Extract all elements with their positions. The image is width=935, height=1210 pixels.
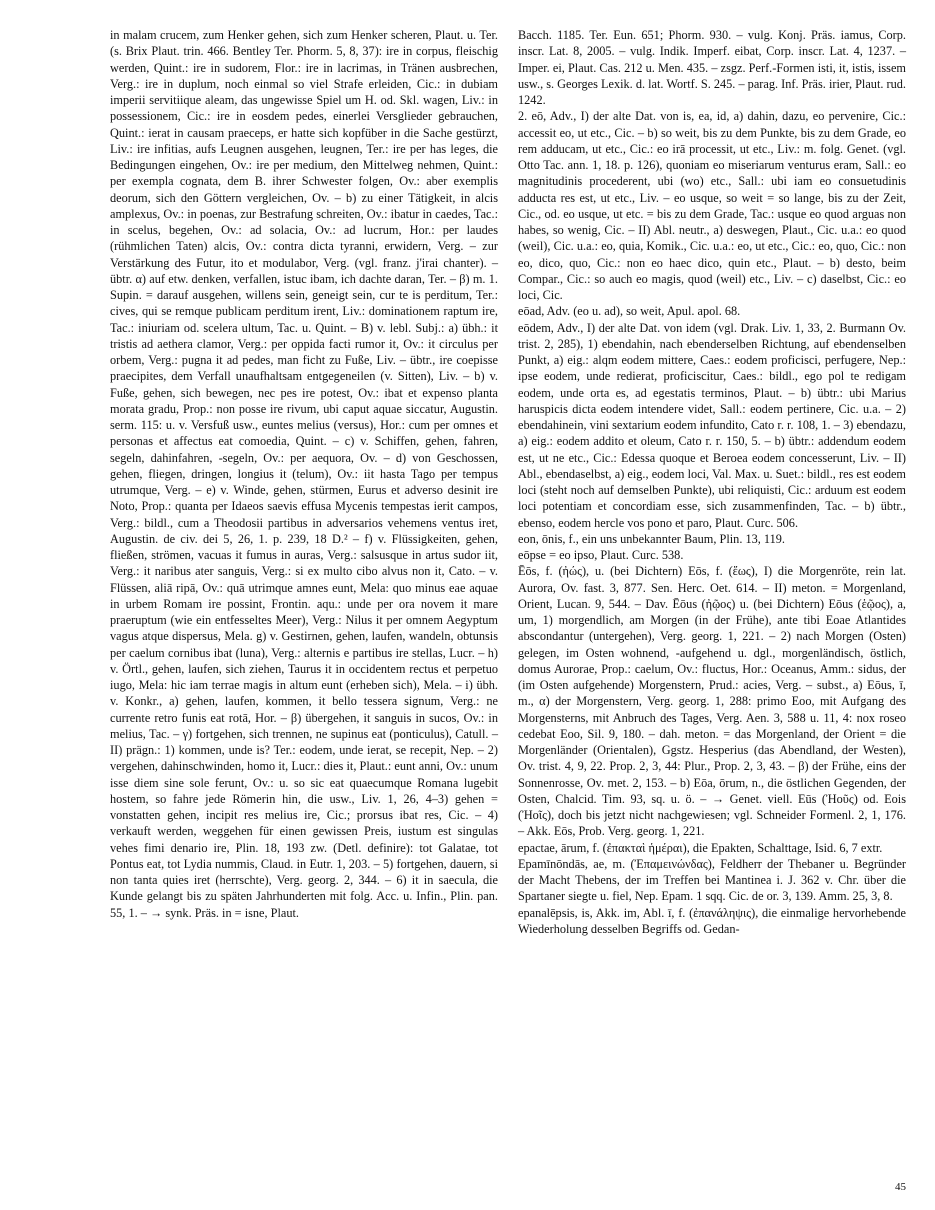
dictionary-entry: epactae, ārum, f. (ἐπακταὶ ἡμέραι), die Epakten, Schalttage, Isid. 6, 7 extr. [518, 840, 883, 855]
left-column [110, 27, 498, 921]
dictionary-entry: eōdem, Adv., I) der alte Dat. von idem (vgl. Drak. Liv. 1, 33, 2. Burmann Ov. trist. 2, 285), 1) ebendahin, nach ebenderselben Richtung, auf ebendenselben Punkt, a) eig.: alqm eodem mittere, Caes.: eodem proficisci, perfugere, Nep.: ipse eodem, unde redierat, proficiscitur, Caes.: bildl., ego pol te redigam eodem, unde orta es, ad egestatis terminos, Plaut. – b) übtr.: ubi Marius haruspicis dicta eodem intendere videt, Sall.: eodem pertinere, Cic. u.a. – 2) ebendahinein, vini sextarium eodem infundito, Cato r. r. 108, 1. – 3) ebendazu, a) eig.: eodem addito et oleum, Cato r. r. 150, 5. – b) übtr.: addendum eodem est, ut ne etc., Cic.: Edessa quoque et Beroea eodem concesserunt, Liv. – II) Abl., ebendaselbst, a) eig., eodem loci, Val. Max. u. Suet.: bildl., res est eodem loci (steht noch auf demselben Punkte), ubi reliquisti, Cic.: arduum est eodem loci potentiam et concordiam esse, sich zusammenfinden, Tac. – b) übtr., ebenso, eodem hercle vos pono et paro, Plaut. Curc. 506. [518, 320, 906, 530]
dictionary-entry: eon, ōnis, f., ein uns unbekannter Baum, Plin. 13, 119. [518, 531, 785, 546]
page-number: 45 [895, 1181, 906, 1193]
dictionary-entry: in malam crucem, zum Henker gehen, sich zum Henker scheren, Plaut. u. Ter. (s. Brix Plaut. trin. 466. Bentley Ter. Phorm. 5, 8, 37): ire in corpus, fleischig werden, Quint.: ire in sudorem, Flor.: ire in lacrimas, in Tränen ausbrechen, Verg.: ire in duplum, noch einmal so viel Strafe erleiden, Cic.: in dubiam imperii servitiique aleam, das ungewisse Spiel um H. od. Skl. wagen, Liv.: in possessionem, Cic.: ire in eosdem pedes, einerlei Versglieder gebrauchen, Quint.: ierat in causam praeceps, er hatte sich kopfüber in die Sache gestürzt, Liv.: ire infitias, aufs Leugnen ausgehen, leugnen, Ter.: ire per has leges, die Bedingungen eingehen, Ov.: ire per medium, den Mittelweg nehmen, Quint.: per exempla cognata, dem B. ihrer Schwester folgen, Ov.: aber exemplis deorum, sich den Göttern vergleichen, Ov. – b) zu einer Tätigkeit, in alcis amplexus, Ov.: in poenas, zur Bestrafung schreiten, Ov.: ibatur in caedes, Tac.: in scelus, begehen, Ov.: ad solacia, Ov.: ad lucrum, Hor.: per laudes (rühmlichen Taten) alcis, Ov.: contra dicta tyranni, erwidern, Verg. – zur Verstärkung des Futur, ito et modulabor, Verg. (vgl. franz. j'irai chanter). – übtr. α) auf etw. denken, verfallen, istuc ibam, ich dachte daran, Ter. – β) m. 1. Supin. = darauf ausgehen, willens sein, geneigt sein, cur te is perditum, Ter.: cives, qui se remque publicam perditum irent, Liv.: dominationem raptum ire, Tac.: iniuriam od. scelera ultum, Tac. u. Quint. – B) v. lebl. Subj.: a) übh.: it tristis ad aethera clamor, Verg.: per oppida facti rumor it, Ov.: it circulus per orbem, Verg.: pugna it ad pedes, man ficht zu Fuße, Liv. – übtr., ire coepisse praecipites, dem Verfall unaufhaltsam entgegeneilen (v. Sitten), Liv. – b) v. Fuße, gehen, sich bewegen, nec pes ire potest, Ov.: ibat et expenso planta morata gradu, Prop.: non posse ire rivum, ubi caput aquae siccatur, Augustin. serm. 115: u. v. Versfuß usw., euntes melius (versus), Hor.: cum per omnes et personas et affectus eat comoedia, Quint. – c) v. Schiffen, gehen, fahren, segeln, dahinfahren, -segeln, Ov.: per aequora, Ov. – d) von Geschossen, gehen, fliegen, dringen, longius it (telum), Ov.: iit hasta Tago per tempus utrumque, Verg. – e) v. Winde, gehen, stürmen, Eurus et adverso desinit ire Noto, Prop.: quanta per Idaeos saevis effusa Mycenis tempestas ierit campos, Verg.: bildl., cum a Theodosii partibus in adversarios vehemens ventus iret, Augustin. de civ. dei 5, 26, 1. p. 239, 18 D.² – f) v. Flüssigkeiten, gehen, fließen, strömen, vacuas it fumus in auras, Verg.: salsusque in artus sudor iit, Verg.: it naribus ater sanguis, Verg.: si ex multo cibo alvus non it, Cato. – v. Flüssen, aliā ripā, Ov.: quā utrimque amnes eunt, Mela: quo minus eae aquae in urbem Romam ire possint, Frontin. aqu.: unde per ora novem it mare praeruptum (wie ein entfesseltes Meer), Verg.: Nilus it per omnem Aegyptum vagus atque dispersus, Mela. g) v. Gestirnen, gehen, laufen, wandeln, obtunsis per caelum cornibus ibat (luna), Verg.: alternis e partibus ire stellas, Lucr. – h) v. Örtl., gehen, laufen, sich ziehen, Taurus it in occidentem rectus et perpetuo iugo, Mela: hic iam terrae magis in altum eunt (erheben sich), Mela. – i) übh. v. Konkr., a) gehen, laufen, kommen, it bello tessera signum, Verg.: ne currente retro funis eat rotā, Hor. – β) übergehen, it sanguis in sucos, Ov.: in melius, Tac. – γ) fortgehen, sich trennen, ne supinus eat (ponticulus), Catull. – II) prägn.: 1) kommen, unde is? Ter.: eodem, unde ierat, se recepit, Nep. – 2) vergehen, dahinschwinden, homo it, Lucr.: dies it, Plaut.: eunt anni, Ov.: unum isse diem sine sole ferunt, Ov.: u. so sic eat quaecumque Romana lugebit hostem, so fahre jede Römerin hin, die usw., Liv. 1, 26, 4–3) gehen = vonstatten gehen, incipit res melius ire, Cic.; prorsus ibat res, Cic. – 4) verkauft werden, weggehen für einen gewissen Preis, iustum est singulas vehes fimi denario ire, Plin. 18, 193 zw. (Detl. definire): tot Galatae, tot Pontus eat, tot Lydia nummis, Claud. in Eutr. 1, 203. – 5) fortgehen, dauern, si non tanta quies iret (herrschte), Verg. georg. 2, 344. – 6) it in saecula, die Kunde gelangt bis zu späten Jahrhunderten mit folg. Acc. u. Infin., Plin. pan. 55, 1. – → synk. Präs. in = isne, Plaut. [110, 28, 498, 920]
dictionary-entry: Ēōs, f. (ἠώς), u. (bei Dichtern) Eōs, f. (ἕως), I) die Morgenröte, rein lat. Aurora, Ov. fast. 3, 877. Sen. Herc. Oet. 614. – II) meton. = Morgenland, Orient, Lucan. 9, 544. – Dav. Ēōus (ἠῷος) u. (bei Dichtern) Eōus (ἑῷος), a, um, 1) morgendlich, am Morgen (in der Frühe), ante tibi Eoae Atlantides abscondantur (untergehen), Verg. georg. 1, 221. – 2) nach Morgen (Osten) gelegen, im Osten wohnend, -aufgehend u. dgl., morgenländisch, östlich, domus Aurorae, Prop.: caelum, Ov.: fluctus, Hor.: Oceanus, Amm.: sidus, der (im Osten aufgehende) Morgenstern, Prud.: acies, Verg. – subst., a) Eōus, ī, m., α) der Morgenstern, Verg. georg. 1, 288: primo Eoo, mit Aufgang des Morgensterns, mit Anbruch des Tages, Verg. Aen. 3, 588 u. 11, 4: nox roseo cedebat Eoo, Sil. 9, 180. – dah. meton. = das Morgenland, der Orient = die Morgenländer (Orientalen), Ggstz. Hesperius (das Abendland, der Westen), Ov. trist. 4, 9, 22. Prop. 2, 3, 44: Plur., Prop. 2, 3, 43. – β) der Frühe, eins der Sonnenrosse, Ov. met. 2, 153. – b) Eōa, ōrum, n., die östlichen Gegenden, der Osten, Chalcid. Tim. 93, sq. u. ö. – → Genet. viell. Eūs (Ἠοῦς) od. Eois (Ἠοῖς), doch bis jetzt nicht nachgewiesen; vgl. Schneider Formenl. 2, 1, 176. – Akk. Eōs, Prob. Verg. georg. 1, 221. [518, 564, 906, 839]
dictionary-entry: 2. eō, Adv., I) der alte Dat. von is, ea, id, a) dahin, dazu, eo pervenire, Cic.: accessit eo, ut etc., Cic. – b) so weit, bis zu dem Punkte, bis zu dem Grade, eo rem adducam, ut etc., Cic.: eo irā processit, ut etc., Liv.: m. folg. Genet. (vgl. Otto Tac. ann. 1, 18. p. 126), quoniam eo miseriarum venturus eram, Sall.: eo magnitudinis procederent, ubi (wo) etc., Sall.: ubi iam eo consuetudinis adducta res est, ut etc., Liv. – eo usque, so weit = so lange, bis zu der Zeit, Cic., od. eo usque, ut etc. = bis zu dem Grade, Tac.: usque eo quod arguas non habes, so wenig, Cic. – II) Abl. neutr., a) deswegen, Plaut., Cic. u.a.: eo quod (weil), Cic. u.a.: eo, quia, Komik., Cic. u.a.: eo, ut etc., Cic.: eo, quo, Cic.: non eo, dico, quo, Cic.: non eo haec dico, quin etc., Plaut. – b) desto, beim Compar., Cic.: so auch eo magis, quod (weil) etc., Liv. – c) daselbst, Cic.: eo loci, Cic. [518, 109, 906, 302]
dictionary-entry: Epamīnōndās, ae, m. (Ἐπαμεινώνδας), Feldherr der Thebaner u. Begründer der Macht Thebens, der im Treffen bei Mantinea i. J. 362 v. Chr. über die Spartaner siegte u. fiel, Nep. Epam. 1 sqq. Cic. de or. 3, 139. Amm. 25, 3, 8. [518, 856, 906, 904]
dictionary-entry: epanalēpsis, is, Akk. im, Abl. ī, f. (ἐπανάληψις), die einmalige hervorhebende Wiederholung desselben Begriffs od. Gedan- [518, 905, 906, 936]
right-column [518, 27, 906, 937]
dictionary-entry: eōpse = eo ipso, Plaut. Curc. 538. [518, 548, 684, 562]
dictionary-entry: Bacch. 1185. Ter. Eun. 651; Phorm. 930. – vulg. Konj. Präs. iamus, Corp. inscr. Lat. 8, 2005. – vulg. Indik. Imperf. eibat, Corp. inscr. Lat. 4, 1237. – Imper. ei, Plaut. Cas. 212 u. Men. 435. – zsgz. Perf.-Formen isti, it, istis, issem usw., s. Georges Lexik. d. lat. Wortf. S. 245. – parag. Inf. Präs. irier, Plaut. rud. 1242. [518, 28, 906, 107]
dictionary-entry: eōad, Adv. (eo u. ad), so weit, Apul. apol. 68. [518, 304, 741, 319]
